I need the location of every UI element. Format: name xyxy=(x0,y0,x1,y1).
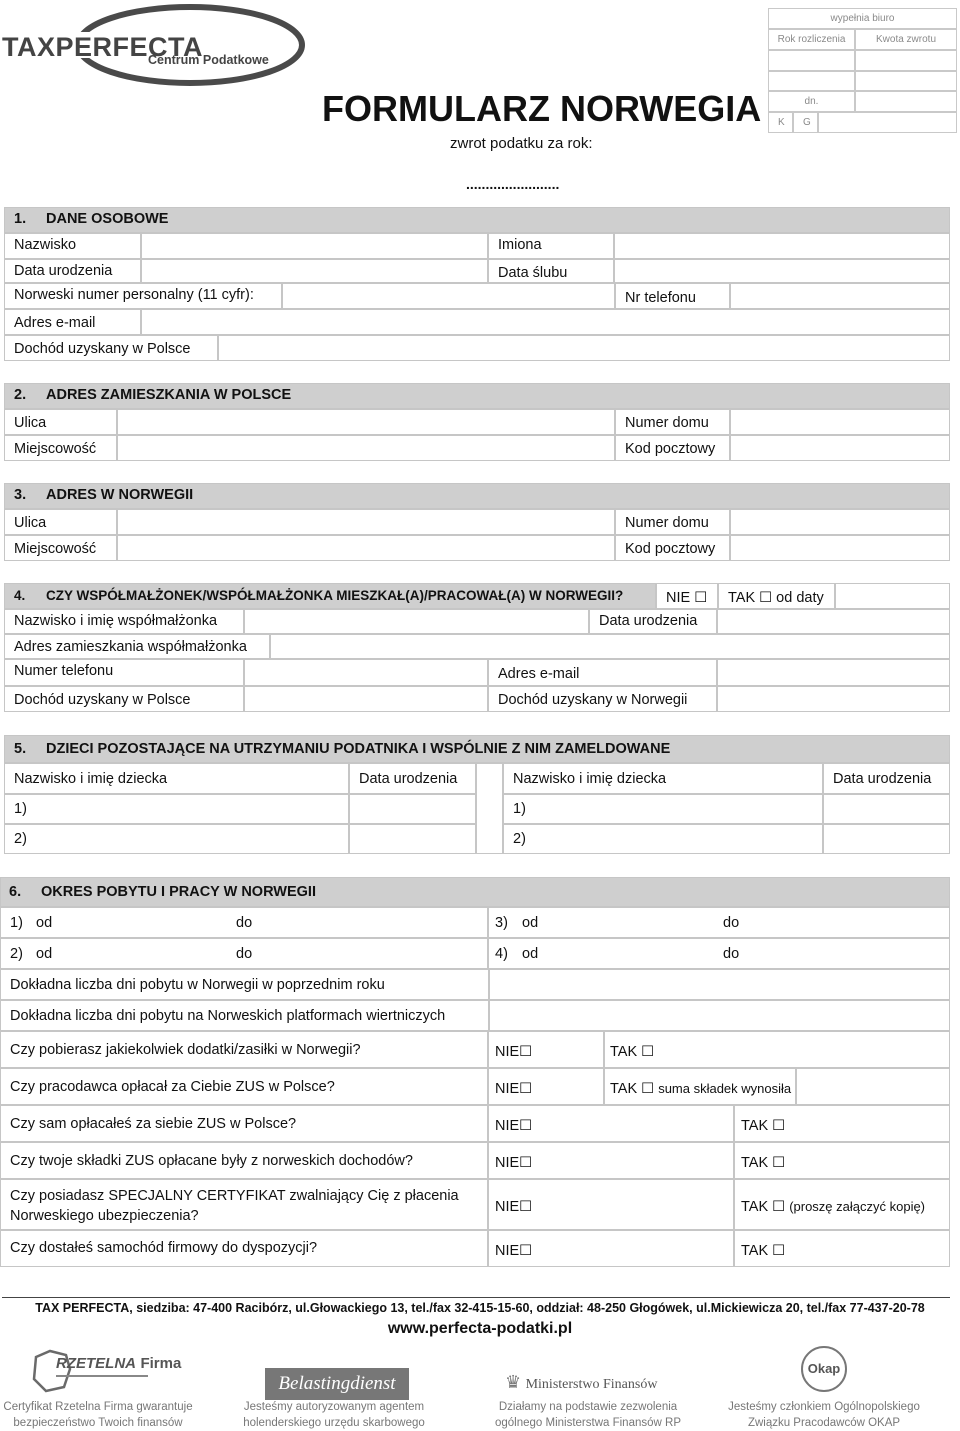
office-box-amount-label: Kwota zwrotu xyxy=(855,29,957,50)
office-box-title: wypełnia biuro xyxy=(768,8,957,29)
period-2-row[interactable] xyxy=(0,938,488,969)
office-box-year-label: Rok rozliczenia xyxy=(768,29,855,50)
child-2-birth-left[interactable] xyxy=(349,824,476,854)
badge-belasting-line2: holenderskiego urzędu skarbowego xyxy=(243,1416,425,1429)
office-box-kg-field[interactable] xyxy=(818,112,957,133)
badge-rzetelna-line2: bezpieczeństwo Twoich finansów xyxy=(13,1416,183,1429)
section-2-title: ADRES ZAMIESZKANIA W POLSCE xyxy=(46,387,292,403)
pesel-field[interactable] xyxy=(282,283,615,309)
income-pl-field[interactable] xyxy=(218,335,950,361)
badge-okap-line1: Jesteśmy członkiem Ogólnopolskiego xyxy=(728,1401,920,1413)
badge-ministry-line2: ogólnego Ministerstwa Finansów RP xyxy=(494,1416,681,1429)
okap-logo-text: Okap xyxy=(807,1361,841,1376)
period-1-to: do xyxy=(236,915,253,931)
rzetelna-logo-text-2: Firma xyxy=(140,1355,182,1372)
period-4-from: od xyxy=(522,946,539,962)
spouse-income-pl-field[interactable] xyxy=(244,686,488,712)
office-box-amount-field[interactable] xyxy=(855,50,957,71)
period-1-from: od xyxy=(36,915,53,931)
child-1-birth-left[interactable] xyxy=(349,794,476,824)
period-1-num: 1) xyxy=(10,915,23,931)
names-field[interactable] xyxy=(614,233,950,259)
pl-street-label: Ulica xyxy=(4,409,117,435)
names-label: Imiona xyxy=(488,233,614,259)
period-3-to: do xyxy=(723,915,740,931)
employer-zus-yes-checkbox[interactable] xyxy=(604,1068,796,1105)
pl-city-label: Miejscowość xyxy=(4,435,117,461)
company-car-question: Czy dostałeś samochód firmowy do dyspozycji? xyxy=(0,1230,488,1267)
period-3-row[interactable] xyxy=(488,907,950,938)
badge-ministry-line1: Działamy na podstawie zezwolenia xyxy=(498,1401,678,1413)
period-3-num: 3) xyxy=(495,915,508,931)
belastingdienst-logo-text: Belastingdienst xyxy=(278,1373,396,1394)
office-box-k-label: K xyxy=(768,112,793,133)
spouse-no-checkbox[interactable]: NIE ☐ xyxy=(656,583,718,609)
self-zus-yes-checkbox[interactable]: TAK ☐ xyxy=(734,1105,950,1142)
child-1-birth-right[interactable] xyxy=(823,794,950,824)
badge-belasting-caption xyxy=(237,1400,431,1431)
footer-divider xyxy=(2,1297,950,1298)
badge-ministry-caption xyxy=(490,1400,686,1431)
page-subtitle: zwrot podatku za rok: xyxy=(450,135,593,152)
section-5-header xyxy=(4,735,950,763)
no-city-label: Miejscowość xyxy=(4,535,117,561)
period-2-num: 2) xyxy=(10,946,23,962)
badge-rzetelna-line1: Certyfikat Rzetelna Firma gwarantuje xyxy=(3,1401,193,1413)
phone-label: Nr telefonu xyxy=(615,283,730,309)
ministry-logo xyxy=(505,1372,680,1398)
period-1-row[interactable] xyxy=(0,907,488,938)
child-birth-header-left: Data urodzenia xyxy=(349,763,476,794)
period-4-to: do xyxy=(723,946,740,962)
section-5-number: 5. xyxy=(14,741,27,757)
spouse-phone-label: Numer telefonu xyxy=(4,659,244,686)
section-3-header xyxy=(4,483,950,509)
days-platform-field[interactable] xyxy=(489,1000,950,1031)
zus-norway-yes-checkbox[interactable]: TAK ☐ xyxy=(734,1142,950,1179)
certificate-question-line2: Norweskiego ubezpieczenia? xyxy=(10,1208,199,1225)
logo-main-text: TAXPERFECTA xyxy=(2,32,203,62)
spouse-email-label: Adres e-mail xyxy=(488,659,717,686)
wedding-date-label: Data ślubu xyxy=(488,259,614,283)
benefits-yes-checkbox[interactable]: TAK ☐ xyxy=(604,1031,950,1068)
page-title: FORMULARZ NORWEGIA xyxy=(322,88,762,129)
child-name-header-right: Nazwisko i imię dziecka xyxy=(503,763,823,794)
employer-zus-question: Czy pracodawca opłacał za Ciebie ZUS w Polsce? xyxy=(0,1068,488,1105)
office-box-year-field[interactable] xyxy=(768,50,855,71)
income-pl-label: Dochód uzyskany w Polsce xyxy=(4,335,218,361)
section-3-title: ADRES W NORWEGII xyxy=(46,487,194,503)
ministry-logo-text: Ministerstwo Finansów xyxy=(525,1377,658,1392)
section-1-header xyxy=(4,207,950,233)
certificate-yes-label: TAK ☐ xyxy=(741,1199,786,1215)
badge-belasting-line1: Jesteśmy autoryzowanym agentem xyxy=(243,1401,425,1413)
section-6-header xyxy=(0,877,950,907)
section-6-title: OKRES POBYTU I PRACY W NORWEGII xyxy=(41,884,316,900)
employer-zus-yes-label: TAK ☐ xyxy=(610,1081,655,1097)
spouse-yes-checkbox[interactable]: TAK ☐ od daty xyxy=(718,583,835,609)
child-1-name-right[interactable]: 1) xyxy=(503,794,823,824)
pl-street-field[interactable] xyxy=(117,409,615,435)
tax-year-field[interactable]: ........................ xyxy=(466,176,560,192)
spouse-phone-field[interactable] xyxy=(244,659,488,686)
okap-logo xyxy=(801,1346,847,1392)
no-city-field[interactable] xyxy=(117,535,615,561)
section-1-title: DANE OSOBOWE xyxy=(46,211,169,227)
pl-city-field[interactable] xyxy=(117,435,615,461)
office-box-g-label: G xyxy=(793,112,818,133)
spouse-name-label: Nazwisko i imię współmałżonka xyxy=(4,609,244,634)
office-box-amount-field-2[interactable] xyxy=(855,71,957,91)
zus-norway-question: Czy twoje składki ZUS opłacane były z norweskich dochodów? xyxy=(0,1142,488,1179)
logo-sub-text: Centrum Podatkowe xyxy=(148,53,269,67)
spouse-birth-field[interactable] xyxy=(717,609,950,634)
birth-date-label: Data urodzenia xyxy=(4,259,141,283)
company-logo xyxy=(0,0,310,95)
footer-address: TAX PERFECTA, siedziba: 47-400 Racibórz, ul.Głowackiego 13, tel./fax 32-415-15-60, oddział: 48-250 Głogówek, ul.Mickiewicza 20, tel./fax 77-437-20-78 xyxy=(35,1301,925,1315)
days-prev-year-field[interactable] xyxy=(489,969,950,1000)
spouse-address-label: Adres zamieszkania współmałżonka xyxy=(4,634,270,659)
spouse-email-field[interactable] xyxy=(717,659,950,686)
eagle-emblem-icon: ♛ xyxy=(505,1372,522,1392)
benefits-question: Czy pobierasz jakiekolwiek dodatki/zasiłki w Norwegii? xyxy=(0,1031,488,1068)
no-zip-field[interactable] xyxy=(730,535,950,561)
office-box-date-label: dn. xyxy=(768,91,855,112)
no-house-no-field[interactable] xyxy=(730,509,950,535)
section-3-number: 3. xyxy=(14,487,27,503)
pl-zip-field[interactable] xyxy=(730,435,950,461)
section-1-number: 1. xyxy=(14,211,27,227)
section-6-number: 6. xyxy=(9,884,22,900)
period-4-num: 4) xyxy=(495,946,508,962)
certificate-question xyxy=(0,1179,488,1230)
company-car-no-checkbox[interactable]: NIE☐ xyxy=(488,1230,734,1267)
contrib-sum-label: suma składek wynosiła xyxy=(658,1081,792,1096)
certificate-question-line1: Czy posiadasz SPECJALNY CERTYFIKAT zwalniający Cię z płacenia xyxy=(10,1188,459,1204)
birth-date-field[interactable] xyxy=(141,259,488,283)
office-box-date-field[interactable] xyxy=(855,91,957,112)
no-house-no-label: Numer domu xyxy=(615,509,730,535)
office-box-year-field-2[interactable] xyxy=(768,71,855,91)
child-name-header-left: Nazwisko i imię dziecka xyxy=(4,763,349,794)
wedding-date-field[interactable] xyxy=(614,259,950,283)
days-platform-label: Dokładna liczba dni pobytu na Norweskich platformach wiertniczych xyxy=(0,1000,489,1031)
email-label: Adres e-mail xyxy=(4,309,141,335)
pesel-label: Norweski numer personalny (11 cyfr): xyxy=(4,283,282,309)
employer-zus-no-checkbox[interactable]: NIE☐ xyxy=(488,1068,604,1105)
section-5-title: DZIECI POZOSTAJĄCE NA UTRZYMANIU PODATNIKA I WSPÓLNIE Z NIM ZAMELDOWANE xyxy=(46,741,671,757)
child-birth-header-right: Data urodzenia xyxy=(823,763,950,794)
company-car-yes-checkbox[interactable]: TAK ☐ xyxy=(734,1230,950,1267)
days-prev-year-label: Dokładna liczba dni pobytu w Norwegii w poprzednim roku xyxy=(0,969,489,1000)
section-2-number: 2. xyxy=(14,387,27,403)
pl-zip-label: Kod pocztowy xyxy=(615,435,730,461)
section-4-number: 4. xyxy=(14,588,26,603)
period-4-row[interactable] xyxy=(488,938,950,969)
period-2-from: od xyxy=(36,946,53,962)
spouse-name-field[interactable] xyxy=(244,609,589,634)
section-4-header xyxy=(4,583,656,609)
child-2-birth-right[interactable] xyxy=(823,824,950,854)
badge-okap-line2: Związku Pracodawców OKAP xyxy=(747,1416,901,1429)
spouse-since-date-field[interactable] xyxy=(835,583,950,609)
no-street-field[interactable] xyxy=(117,509,615,535)
rzetelna-underline xyxy=(56,1375,148,1377)
children-column-divider xyxy=(476,763,503,854)
surname-label: Nazwisko xyxy=(4,233,141,259)
zus-norway-no-checkbox[interactable]: NIE☐ xyxy=(488,1142,734,1179)
certificate-no-checkbox[interactable]: NIE☐ xyxy=(488,1179,734,1230)
rzetelna-logo-text: RZETELNA xyxy=(56,1355,136,1372)
period-2-to: do xyxy=(236,946,253,962)
belastingdienst-logo xyxy=(265,1368,409,1400)
section-2-header xyxy=(4,383,950,409)
child-2-name-left[interactable]: 2) xyxy=(4,824,349,854)
section-4-title: CZY WSPÓŁMAŁŻONEK/WSPÓŁMAŁŻONKA MIESZKAŁ(A)/PRACOWAŁ(A) W NORWEGII? xyxy=(46,588,624,603)
no-street-label: Ulica xyxy=(4,509,117,535)
contrib-sum-field[interactable] xyxy=(796,1068,950,1105)
spouse-income-no-field[interactable] xyxy=(717,686,950,712)
self-zus-no-checkbox[interactable]: NIE☐ xyxy=(488,1105,734,1142)
badge-rzetelna-caption xyxy=(0,1400,196,1431)
badge-okap-caption xyxy=(726,1400,922,1431)
spouse-address-field[interactable] xyxy=(270,634,950,659)
phone-field[interactable] xyxy=(730,283,950,309)
child-2-name-right[interactable]: 2) xyxy=(503,824,823,854)
pl-house-no-label: Numer domu xyxy=(615,409,730,435)
surname-field[interactable] xyxy=(141,233,488,259)
spouse-birth-label: Data urodzenia xyxy=(589,609,717,634)
benefits-no-checkbox[interactable]: NIE☐ xyxy=(488,1031,604,1068)
no-zip-label: Kod pocztowy xyxy=(615,535,730,561)
spouse-income-pl-label: Dochód uzyskany w Polsce xyxy=(4,686,244,712)
email-field[interactable] xyxy=(141,309,950,335)
rzetelna-firma-logo xyxy=(30,1345,182,1397)
spouse-income-no-label: Dochód uzyskany w Norwegii xyxy=(488,686,717,712)
attach-copy-note: (proszę załączyć kopię) xyxy=(789,1199,926,1214)
child-1-name-left[interactable]: 1) xyxy=(4,794,349,824)
certificate-yes-checkbox[interactable] xyxy=(734,1179,950,1230)
self-zus-question: Czy sam opłacałeś za siebie ZUS w Polsce? xyxy=(0,1105,488,1142)
period-3-from: od xyxy=(522,915,539,931)
pl-house-no-field[interactable] xyxy=(730,409,950,435)
footer-website[interactable]: www.perfecta-podatki.pl xyxy=(387,1320,573,1337)
